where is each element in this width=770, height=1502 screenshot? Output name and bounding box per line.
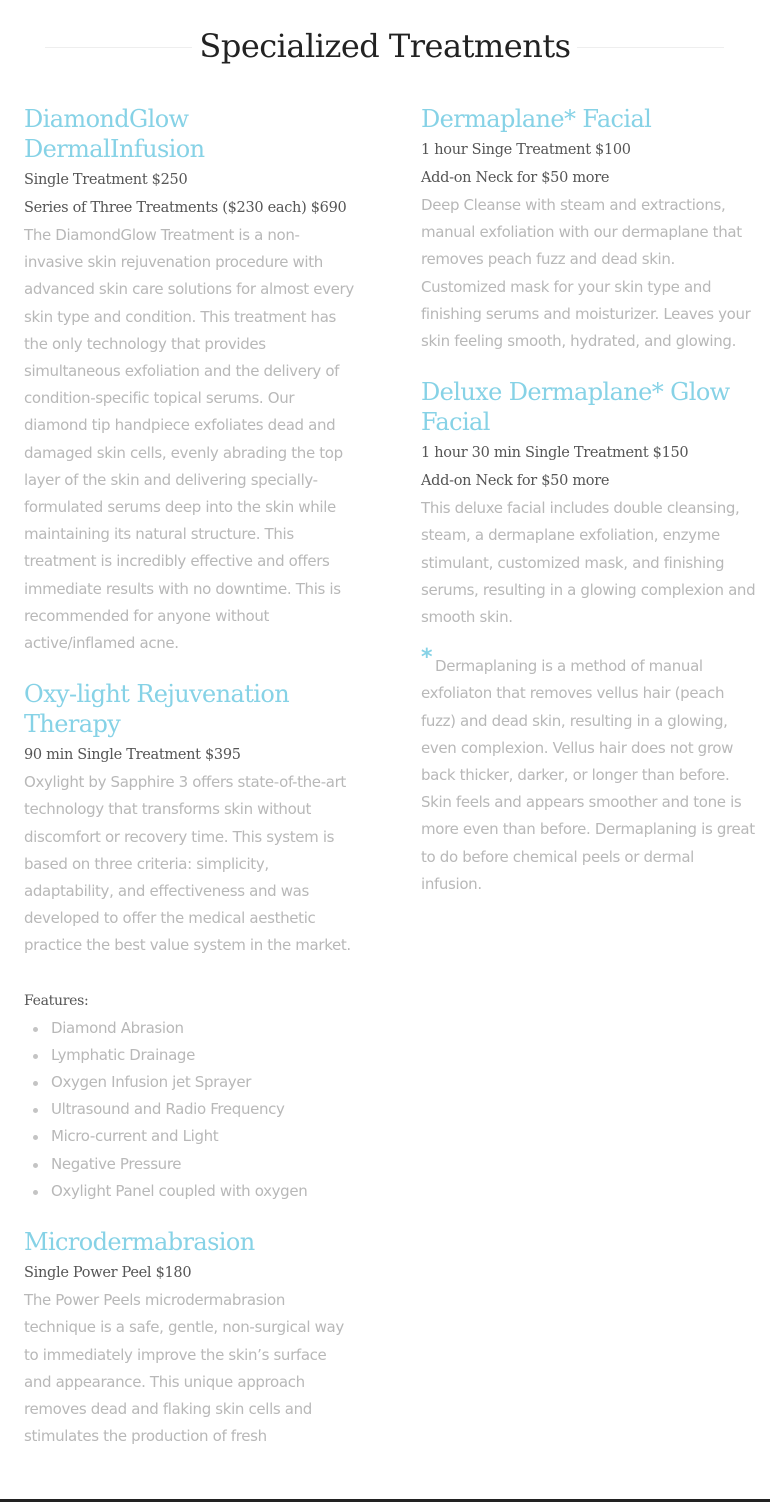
treatment-price-addon: Add-on Neck for $50 more	[421, 170, 610, 186]
treatment-description: The DiamondGlow Treatment is a non-invasive skin rejuvenation procedure with advanced skin care solutions for almost every skin type and condition. This treatment has the only technology that provides simultaneous exfoliation and the delivery of condition-specific topical serums. Our diamond tip handpiece exfoliates dead and damaged skin cells, evenly abrading the top layer of the skin and delivering specially-formulated serums deep into the skin while maintaining its natural structure. This treatment is incredibly effective and offers immediate results with no downtime. This is recommended for anyone without active/inflamed acne.	[24, 226, 354, 653]
treatment-deluxe-dermaplane	[421, 377, 756, 631]
feature-item: Diamond Abrasion	[51, 1015, 354, 1042]
feature-item: Oxylight Panel coupled with oxygen	[51, 1178, 354, 1205]
footnote-text: Dermaplaning is a method of manual exfoliaton that removes vellus hair (peach fuzz) and dead skin, resulting in a glowing, even complexion. Vellus hair does not grow back thicker, darker, or longer than before. Skin feels and appears smoother and tone is more even than before. Dermaplaning is great to do before chemical peels or dermal infusion.	[421, 657, 755, 893]
treatment-price-addon: Add-on Neck for $50 more	[421, 473, 610, 490]
treatment-price-single: 1 hour Singe Treatment $100	[421, 142, 631, 158]
section-header	[0, 22, 770, 74]
treatment-title-line2: DermalInfusion	[24, 135, 205, 163]
right-column	[421, 104, 756, 898]
feature-item: Ultrasound and Radio Frequency	[51, 1096, 354, 1123]
treatment-title-line1: Deluxe Dermaplane* Glow	[421, 378, 730, 407]
dermaplaning-footnote	[421, 645, 756, 898]
treatment-title	[24, 104, 354, 164]
treatment-title-line1: Oxy-light Rejuvenation	[24, 680, 290, 709]
treatment-diamondglow	[24, 104, 354, 657]
left-column	[24, 104, 354, 1472]
treatment-title-line2: Facial	[421, 408, 490, 437]
feature-item: Oxygen Infusion jet Sprayer	[51, 1069, 354, 1096]
treatment-price-single: 90 min Single Treatment $395	[24, 747, 241, 764]
treatment-description: Deep Cleanse with steam and extractions, manual exfoliation with our dermaplane that removes peach fuzz and dead skin. Customized mask for your skin type and finishing serums and moisturizer. Leaves your skin feeling smooth, hydrated, and glowing.	[421, 196, 751, 351]
treatment-title	[421, 377, 756, 437]
page-title: Specialized Treatments	[199, 27, 571, 65]
treatment-price-single: Single Power Peel $180	[24, 1265, 192, 1282]
feature-item: Micro-current and Light	[51, 1123, 354, 1150]
feature-item: Negative Pressure	[51, 1151, 354, 1178]
treatment-description: The Power Peels microdermabrasion technique is a safe, gentle, non-surgical way to immediately improve the skin’s surface and appearance. This unique approach removes dead and flaking skin cells and stimulates the production of fresh	[24, 1291, 344, 1446]
treatment-price-single: Single Treatment $250	[24, 172, 188, 188]
treatment-title	[24, 679, 354, 739]
treatment-dermaplane	[421, 104, 756, 355]
treatment-microdermabrasion	[24, 1227, 354, 1450]
treatment-description: Oxylight by Sapphire 3 offers state-of-the-art technology that transforms skin without discomfort or recovery time. This system is based on three criteria: simplicity, adaptability, and effectiveness and was developed to offer the medical aesthetic practice the best value system in the market.	[24, 773, 351, 955]
treatment-title-line2: Therapy	[24, 710, 121, 739]
treatment-description: This deluxe facial includes double cleansing, steam, a dermaplane exfoliation, enzyme stimulant, customized mask, and finishing serums, resulting in a glowing complexion and smooth skin.	[421, 499, 756, 627]
feature-item: Lymphatic Drainage	[51, 1042, 354, 1069]
features-list	[24, 1015, 354, 1205]
treatment-oxylight	[24, 679, 354, 1205]
treatment-title-line1: DiamondGlow	[24, 105, 189, 133]
features-label: Features:	[24, 992, 89, 1009]
treatment-title: Dermaplane* Facial	[421, 105, 652, 133]
treatment-title: Microdermabrasion	[24, 1228, 255, 1257]
treatment-price-series: Series of Three Treatments ($230 each) $690	[24, 200, 347, 216]
treatment-price-single: 1 hour 30 min Single Treatment $150	[421, 445, 689, 462]
asterisk-icon: *	[421, 645, 433, 671]
header-divider-right	[577, 47, 724, 48]
